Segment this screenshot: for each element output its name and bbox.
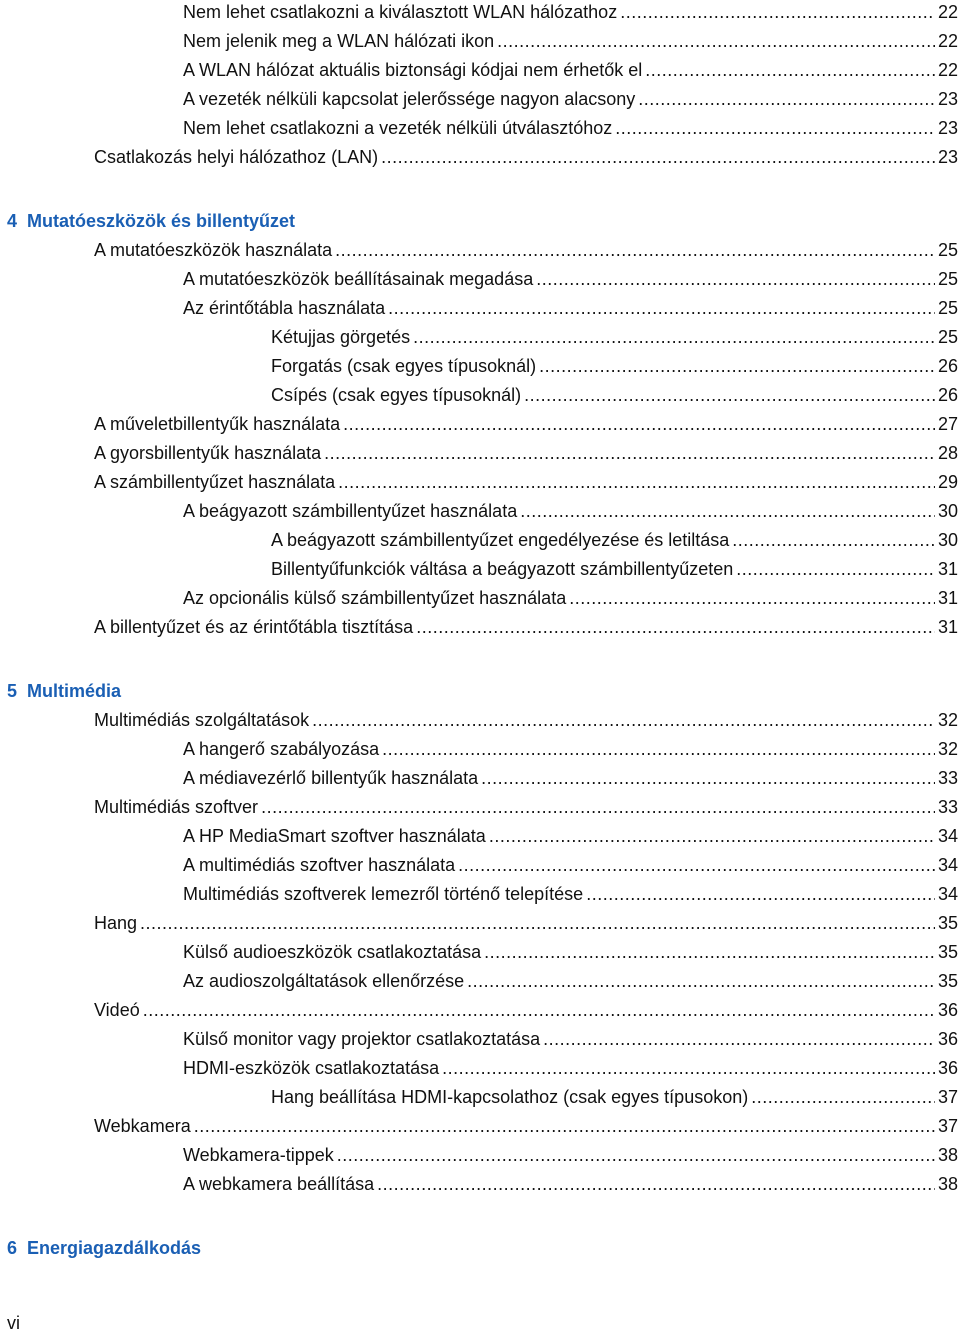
toc-entry-line bbox=[271, 354, 958, 378]
toc-entry-page: 34 bbox=[937, 855, 958, 875]
toc-leader-dots bbox=[615, 116, 935, 140]
toc-entry-title: A webkamera beállítása bbox=[183, 1174, 375, 1194]
toc-entry-title: Webkamera-tippek bbox=[183, 1145, 334, 1165]
toc-entry-page: 31 bbox=[937, 617, 958, 637]
toc-leader-dots bbox=[732, 528, 935, 552]
toc-entry[interactable] bbox=[0, 412, 960, 436]
toc-entry-title: HDMI-eszközök csatlakoztatása bbox=[183, 1058, 440, 1078]
toc-entry[interactable] bbox=[0, 499, 960, 523]
toc-entry-title: A számbillentyűzet használata bbox=[94, 472, 336, 492]
toc-entry[interactable] bbox=[0, 998, 960, 1022]
toc-entry-line bbox=[183, 499, 958, 523]
chapter-heading[interactable] bbox=[7, 208, 295, 234]
toc-entry-title: Kétujjas görgetés bbox=[271, 327, 411, 347]
toc-entry-page: 22 bbox=[937, 2, 958, 22]
toc-entry-title: Webkamera bbox=[94, 1116, 191, 1136]
toc-entry-line bbox=[94, 1114, 958, 1138]
toc-leader-dots bbox=[442, 1056, 935, 1080]
toc-entry-title: Külső audioeszközök csatlakoztatása bbox=[183, 942, 482, 962]
toc-entry-page: 27 bbox=[937, 414, 958, 434]
toc-entry[interactable] bbox=[0, 766, 960, 790]
toc-entry-page: 30 bbox=[937, 501, 958, 521]
toc-entry-title: Az opcionális külső számbillentyűzet használata bbox=[183, 588, 567, 608]
toc-entry-page: 22 bbox=[937, 60, 958, 80]
toc-entry-page: 25 bbox=[937, 298, 958, 318]
toc-leader-dots bbox=[458, 853, 935, 877]
chapter-number: 4 bbox=[7, 211, 18, 231]
toc-leader-dots bbox=[645, 58, 935, 82]
toc-entry[interactable] bbox=[0, 911, 960, 935]
toc-entry[interactable] bbox=[0, 615, 960, 639]
toc-entry-page: 25 bbox=[937, 269, 958, 289]
toc-entry-line bbox=[183, 586, 958, 610]
chapter-title: Energiagazdálkodás bbox=[27, 1238, 202, 1258]
toc-entry[interactable] bbox=[0, 145, 960, 169]
toc-entry[interactable] bbox=[0, 325, 960, 349]
toc-entry-page: 36 bbox=[937, 1029, 958, 1049]
toc-entry-title: A műveletbillentyűk használata bbox=[94, 414, 341, 434]
toc-entry-title: Hang bbox=[94, 913, 138, 933]
toc-leader-dots bbox=[416, 615, 935, 639]
toc-entry-page: 32 bbox=[937, 739, 958, 759]
toc-entry-page: 25 bbox=[937, 327, 958, 347]
toc-entry[interactable] bbox=[0, 87, 960, 111]
toc-entry-page: 30 bbox=[937, 530, 958, 550]
toc-entry[interactable] bbox=[0, 470, 960, 494]
toc-leader-dots bbox=[388, 296, 935, 320]
toc-entry-page: 37 bbox=[937, 1087, 958, 1107]
toc-entry-line bbox=[183, 940, 958, 964]
chapter-heading[interactable] bbox=[7, 678, 121, 704]
toc-leader-dots bbox=[467, 969, 935, 993]
toc-entry[interactable] bbox=[0, 1143, 960, 1167]
toc-entry-title: A multimédiás szoftver használata bbox=[183, 855, 456, 875]
toc-entry-line bbox=[183, 737, 958, 761]
toc-entry-line bbox=[183, 296, 958, 320]
toc-entry-page: 26 bbox=[937, 385, 958, 405]
toc-entry[interactable] bbox=[0, 383, 960, 407]
toc-entry-page: 35 bbox=[937, 942, 958, 962]
toc-entry-line bbox=[94, 470, 958, 494]
toc-entry[interactable] bbox=[0, 267, 960, 291]
toc-leader-dots bbox=[481, 766, 935, 790]
toc-entry-page: 23 bbox=[937, 118, 958, 138]
toc-leader-dots bbox=[543, 1027, 935, 1051]
toc-entry-title: Az érintőtábla használata bbox=[183, 298, 386, 318]
toc-leader-dots bbox=[638, 87, 935, 111]
toc-entry-line bbox=[183, 1056, 958, 1080]
toc-leader-dots bbox=[382, 737, 935, 761]
toc-leader-dots bbox=[736, 557, 935, 581]
toc-entry[interactable] bbox=[0, 354, 960, 378]
toc-entry-page: 33 bbox=[937, 768, 958, 788]
toc-entry-line bbox=[183, 29, 958, 53]
toc-entry-title: A mutatóeszközök használata bbox=[94, 240, 333, 260]
toc-entry-line bbox=[183, 0, 958, 24]
toc-leader-dots bbox=[324, 441, 935, 465]
toc-entry-line bbox=[94, 238, 958, 262]
toc-leader-dots bbox=[343, 412, 935, 436]
toc-entry-title: Külső monitor vagy projektor csatlakoztatása bbox=[183, 1029, 541, 1049]
toc-entry-line bbox=[271, 528, 958, 552]
toc-entry-title: Nem lehet csatlakozni a kiválasztott WLAN hálózathoz bbox=[183, 2, 618, 22]
toc-entry-title: Nem lehet csatlakozni a vezeték nélküli útválasztóhoz bbox=[183, 118, 613, 138]
toc-leader-dots bbox=[620, 0, 935, 24]
toc-leader-dots bbox=[140, 911, 935, 935]
toc-entry-page: 23 bbox=[937, 89, 958, 109]
toc-entry[interactable] bbox=[0, 1027, 960, 1051]
toc-entry[interactable] bbox=[0, 853, 960, 877]
toc-entry-line bbox=[183, 1172, 958, 1196]
toc-entry-page: 32 bbox=[937, 710, 958, 730]
toc-entry[interactable] bbox=[0, 116, 960, 140]
toc-leader-dots bbox=[539, 354, 935, 378]
toc-entry-line bbox=[183, 58, 958, 82]
toc-entry-line bbox=[183, 766, 958, 790]
chapter-title: Multimédia bbox=[27, 681, 122, 701]
toc-entry-page: 29 bbox=[937, 472, 958, 492]
toc-entry-line bbox=[271, 325, 958, 349]
toc-leader-dots bbox=[413, 325, 935, 349]
chapter-heading[interactable] bbox=[7, 1235, 201, 1261]
toc-entry-title: Multimédiás szolgáltatások bbox=[94, 710, 310, 730]
toc-leader-dots bbox=[524, 383, 935, 407]
toc-entry-line bbox=[94, 441, 958, 465]
toc-leader-dots bbox=[569, 586, 935, 610]
toc-entry-title: A médiavezérlő billentyűk használata bbox=[183, 768, 479, 788]
toc-leader-dots bbox=[335, 238, 935, 262]
toc-entry[interactable] bbox=[0, 969, 960, 993]
toc-entry-line bbox=[183, 116, 958, 140]
toc-entry[interactable] bbox=[0, 824, 960, 848]
toc-entry-page: 25 bbox=[937, 240, 958, 260]
toc-leader-dots bbox=[751, 1085, 935, 1109]
toc-entry-title: Az audioszolgáltatások ellenőrzése bbox=[183, 971, 465, 991]
toc-entry-title: A billentyűzet és az érintőtábla tisztítása bbox=[94, 617, 414, 637]
toc-entry-page: 34 bbox=[937, 826, 958, 846]
toc-entry-title: A beágyazott számbillentyűzet engedélyezése és letiltása bbox=[271, 530, 730, 550]
toc-leader-dots bbox=[312, 708, 935, 732]
toc-entry-line bbox=[183, 969, 958, 993]
toc-leader-dots bbox=[489, 824, 935, 848]
toc-entry-title: A mutatóeszközök beállításainak megadása bbox=[183, 269, 534, 289]
toc-entry-page: 35 bbox=[937, 971, 958, 991]
toc-entry-title: A beágyazott számbillentyűzet használata bbox=[183, 501, 518, 521]
toc-entry[interactable] bbox=[0, 586, 960, 610]
toc-entry-page: 36 bbox=[937, 1000, 958, 1020]
toc-entry-line bbox=[183, 1027, 958, 1051]
toc-leader-dots bbox=[536, 267, 935, 291]
toc-entry[interactable] bbox=[0, 528, 960, 552]
toc-entry[interactable] bbox=[0, 1056, 960, 1080]
toc-entry-page: 23 bbox=[937, 147, 958, 167]
toc-entry-page: 38 bbox=[937, 1174, 958, 1194]
toc-entry-page: 38 bbox=[937, 1145, 958, 1165]
toc-entry-line bbox=[183, 853, 958, 877]
toc-entry-page: 34 bbox=[937, 884, 958, 904]
chapter-title: Mutatóeszközök és billentyűzet bbox=[27, 211, 296, 231]
toc-entry-title: Videó bbox=[94, 1000, 140, 1020]
toc-entry-page: 31 bbox=[937, 588, 958, 608]
toc-entry[interactable] bbox=[0, 940, 960, 964]
toc-entry-title: A vezeték nélküli kapcsolat jelerőssége nagyon alacsony bbox=[183, 89, 636, 109]
toc-leader-dots bbox=[520, 499, 935, 523]
toc-entry-title: Multimédiás szoftver bbox=[94, 797, 259, 817]
toc-entry-page: 35 bbox=[937, 913, 958, 933]
toc-entry-title: A WLAN hálózat aktuális biztonsági kódjai nem érhetők el bbox=[183, 60, 643, 80]
toc-entry-line bbox=[94, 615, 958, 639]
toc-entry[interactable] bbox=[0, 441, 960, 465]
toc-leader-dots bbox=[338, 470, 935, 494]
chapter-number: 6 bbox=[7, 1238, 18, 1258]
toc-entry-line bbox=[183, 1143, 958, 1167]
toc-leader-dots bbox=[261, 795, 935, 819]
toc-leader-dots bbox=[381, 145, 935, 169]
toc-entry-page: 33 bbox=[937, 797, 958, 817]
toc-leader-dots bbox=[586, 882, 935, 906]
toc-entry-page: 37 bbox=[937, 1116, 958, 1136]
toc-entry-title: Csatlakozás helyi hálózathoz (LAN) bbox=[94, 147, 379, 167]
toc-leader-dots bbox=[143, 998, 935, 1022]
toc-entry-title: Hang beállítása HDMI-kapcsolathoz (csak egyes típusokon) bbox=[271, 1087, 749, 1107]
toc-entry-page: 31 bbox=[937, 559, 958, 579]
toc-entry-line bbox=[271, 557, 958, 581]
toc-entry-title: Csípés (csak egyes típusoknál) bbox=[271, 385, 522, 405]
toc-entry[interactable] bbox=[0, 1085, 960, 1109]
toc-entry-page: 28 bbox=[937, 443, 958, 463]
toc-entry[interactable] bbox=[0, 1172, 960, 1196]
toc-entry-title: A gyorsbillentyűk használata bbox=[94, 443, 322, 463]
toc-entry-line bbox=[271, 383, 958, 407]
toc-entry-line bbox=[94, 998, 958, 1022]
toc-entry[interactable] bbox=[0, 296, 960, 320]
toc-entry-title: Nem jelenik meg a WLAN hálózati ikon bbox=[183, 31, 495, 51]
toc-leader-dots bbox=[377, 1172, 935, 1196]
toc-entry-line bbox=[183, 824, 958, 848]
toc-entry-line bbox=[183, 87, 958, 111]
toc-entry[interactable] bbox=[0, 58, 960, 82]
toc-entry-line bbox=[183, 267, 958, 291]
toc-entry-title: Forgatás (csak egyes típusoknál) bbox=[271, 356, 537, 376]
toc-leader-dots bbox=[484, 940, 935, 964]
toc-entry[interactable] bbox=[0, 1114, 960, 1138]
toc-entry-line bbox=[94, 795, 958, 819]
toc-entry-line bbox=[183, 882, 958, 906]
toc-leader-dots bbox=[194, 1114, 935, 1138]
toc-entry[interactable] bbox=[0, 737, 960, 761]
toc-entry[interactable] bbox=[0, 795, 960, 819]
toc-entry-line bbox=[94, 412, 958, 436]
toc-entry-title: Multimédiás szoftverek lemezről történő telepítése bbox=[183, 884, 584, 904]
toc-leader-dots bbox=[497, 29, 935, 53]
toc-entry[interactable] bbox=[0, 238, 960, 262]
chapter-number: 5 bbox=[7, 681, 18, 701]
toc-entry[interactable] bbox=[0, 0, 960, 24]
toc-leader-dots bbox=[337, 1143, 935, 1167]
toc-entry-page: 26 bbox=[937, 356, 958, 376]
page-number: vi bbox=[7, 1313, 20, 1333]
toc-entry-line bbox=[94, 911, 958, 935]
toc-entry[interactable] bbox=[0, 29, 960, 53]
toc-entry-line bbox=[94, 708, 958, 732]
toc-entry-line bbox=[271, 1085, 958, 1109]
toc-entry-page: 36 bbox=[937, 1058, 958, 1078]
toc-entry-title: Billentyűfunkciók váltása a beágyazott számbillentyűzeten bbox=[271, 559, 734, 579]
toc-entry[interactable] bbox=[0, 882, 960, 906]
toc-entry-page: 22 bbox=[937, 31, 958, 51]
toc-entry-title: A hangerő szabályozása bbox=[183, 739, 380, 759]
toc-entry[interactable] bbox=[0, 708, 960, 732]
toc-entry[interactable] bbox=[0, 557, 960, 581]
toc-entry-line bbox=[94, 145, 958, 169]
toc-entry-title: A HP MediaSmart szoftver használata bbox=[183, 826, 486, 846]
